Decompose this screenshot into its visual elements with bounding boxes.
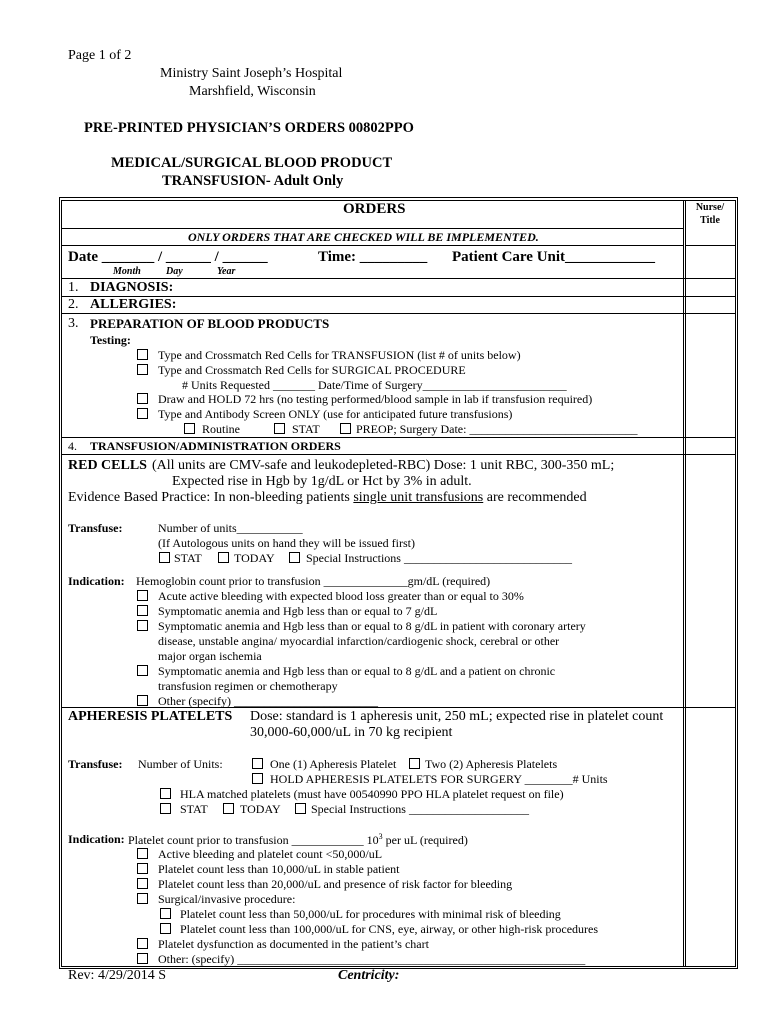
acute-bleeding-text: Acute active bleeding with expected blood loss greater than or equal to 30% <box>158 589 524 603</box>
revision-date: Rev: 4/29/2014 S <box>68 968 167 983</box>
type-crossmatch-transfusion-text: Type and Crossmatch Red Cells for TRANSFUSION (list # of units below) <box>158 348 521 362</box>
red-cells-dose-line-1: (All units are CMV-safe and leukodepleted-RBC) Dose: 1 unit RBC, 300-350 mL; <box>152 458 615 473</box>
symptomatic-anemia-8-cad-text-1: Symptomatic anemia and Hgb less than or equal to 8 g/dL in patient with coronary artery <box>158 619 586 633</box>
testing-label: Testing: <box>90 333 131 347</box>
checkbox-ap-today[interactable] <box>223 803 234 814</box>
checkbox-platelet-20000[interactable] <box>137 878 148 889</box>
centricity-label: Centricity: <box>338 968 400 983</box>
platelet-20000-text: Platelet count less than 20,000/uL and presence of risk factor for bleeding <box>158 877 513 891</box>
diagnosis-number: 1. <box>68 280 79 295</box>
checkbox-rc-special[interactable] <box>289 552 300 563</box>
checkbox-two-apheresis[interactable] <box>409 758 420 769</box>
active-bleeding-platelet-text: Active bleeding and platelet count <50,000/uL <box>158 847 383 861</box>
checkbox-rc-today[interactable] <box>218 552 229 563</box>
year-caption: Year <box>217 266 236 277</box>
apheresis-platelets-heading: APHERESIS PLATELETS <box>68 709 233 724</box>
checkbox-platelet-50000-procedure[interactable] <box>160 908 171 919</box>
checkbox-acute-bleeding[interactable] <box>137 590 148 601</box>
checkbox-platelet-dysfunction[interactable] <box>137 938 148 949</box>
date-field[interactable]: Date _______ / ______ / ______ <box>68 249 268 265</box>
checkbox-platelet-10000[interactable] <box>137 863 148 874</box>
rc-today-label: TODAY <box>234 551 275 565</box>
two-apheresis-label: Two (2) Apheresis Platelets <box>425 757 558 771</box>
hold-apheresis-field[interactable]: HOLD APHERESIS PLATELETS FOR SURGERY ________# Units <box>270 772 608 786</box>
checkbox-draw-hold[interactable] <box>137 393 148 404</box>
ap-indication-label: Indication: <box>68 832 125 846</box>
platelet-dysfunction-text: Platelet dysfunction as documented in the patient’s chart <box>158 937 429 951</box>
platelet-count-prior-field[interactable]: Platelet count prior to transfusion ____________ $10^3$ per uL (required) <box>128 832 468 847</box>
checkbox-hold-apheresis[interactable] <box>252 773 263 784</box>
symptomatic-anemia-8-cad-text-2: disease, unstable angina/ myocardial infarction/cardiogenic shock, cerebral or other <box>158 634 560 648</box>
ap-today-label: TODAY <box>240 802 281 816</box>
red-cells-dose-line-2: Expected rise in Hgb by 1g/dL or Hct by 3% in adult. <box>172 474 472 489</box>
checkbox-stat[interactable] <box>274 423 285 434</box>
transfusion-number: 4. <box>68 439 77 453</box>
rc-stat-label: STAT <box>174 551 202 565</box>
symptomatic-anemia-8-cad-text-3: major organ ischemia <box>158 649 262 663</box>
platelet-50000-procedure-text: Platelet count less than 50,000/uL for procedures with minimal risk of bleeding <box>180 907 561 921</box>
checkbox-active-bleeding-platelet[interactable] <box>137 848 148 859</box>
checkbox-one-apheresis[interactable] <box>252 758 263 769</box>
autologous-note: (If Autologous units on hand they will be issued first) <box>158 536 415 550</box>
hospital-name: Ministry Saint Joseph’s Hospital <box>160 66 343 81</box>
form-subtitle-2: TRANSFUSION- Adult Only <box>162 173 344 189</box>
day-caption: Day <box>166 266 183 277</box>
orders-heading: ORDERS <box>343 201 406 217</box>
checkbox-rc-stat[interactable] <box>159 552 170 563</box>
checkbox-ap-special[interactable] <box>295 803 306 814</box>
rc-special-instructions-field[interactable]: Special Instructions ____________________________ <box>306 551 572 565</box>
ap-number-of-units-label: Number of Units: <box>138 757 223 771</box>
red-cells-heading: RED CELLS <box>68 458 147 473</box>
rc-transfuse-label: Transfuse: <box>68 521 123 535</box>
allergies-number: 2. <box>68 297 79 312</box>
form-title: PRE-PRINTED PHYSICIAN’S ORDERS 00802PPO <box>84 120 414 136</box>
transfusion-orders-heading: TRANSFUSION/ADMINISTRATION ORDERS <box>90 439 341 453</box>
hospital-location: Marshfield, Wisconsin <box>189 84 316 99</box>
apheresis-dose-line-1: Dose: standard is 1 apheresis unit, 250 mL; expected rise in platelet count <box>250 709 664 724</box>
surgical-invasive-text: Surgical/invasive procedure: <box>158 892 296 906</box>
page-number: Page 1 of 2 <box>68 48 132 63</box>
preparation-number: 3. <box>68 316 79 331</box>
ap-stat-label: STAT <box>180 802 208 816</box>
apheresis-dose-line-2: 30,000-60,000/uL in 70 kg recipient <box>250 725 453 740</box>
symptomatic-anemia-7-text: Symptomatic anemia and Hgb less than or equal to 7 g/dL <box>158 604 438 618</box>
checkbox-routine[interactable] <box>184 423 195 434</box>
checkbox-rc-other[interactable] <box>137 695 148 706</box>
checkbox-preop[interactable] <box>340 423 351 434</box>
rc-indication-label: Indication: <box>68 574 125 588</box>
preparation-heading: PREPARATION OF BLOOD PRODUCTS <box>90 316 330 331</box>
rc-other-field[interactable]: Other (specify) ________________________ <box>158 694 378 708</box>
routine-label: Routine <box>202 422 240 436</box>
stat-label: STAT <box>292 422 320 436</box>
platelet-100000-procedure-text: Platelet count less than 100,000/uL for CNS, eye, airway, or other high-risk procedures <box>180 922 599 936</box>
hla-matched-text: HLA matched platelets (must have 00540990 PPO HLA platelet request on file) <box>180 787 564 801</box>
checkbox-symptomatic-anemia-8-chronic[interactable] <box>137 665 148 676</box>
checkbox-symptomatic-anemia-8-cad[interactable] <box>137 620 148 631</box>
time-field[interactable]: Time: _________ <box>318 249 428 265</box>
platelet-other-field[interactable]: Other: (specify) __________________________________________________________ <box>158 952 586 966</box>
one-apheresis-label: One (1) Apheresis Platelet <box>270 757 397 771</box>
platelet-10000-text: Platelet count less than 10,000/uL in stable patient <box>158 862 400 876</box>
checkbox-antibody-screen[interactable] <box>137 408 148 419</box>
checkbox-platelet-100000-procedure[interactable] <box>160 923 171 934</box>
hemoglobin-prior-field[interactable]: Hemoglobin count prior to transfusion ______________gm/dL (required) <box>136 574 491 588</box>
preop-field[interactable]: PREOP; Surgery Date: ____________________________ <box>356 422 638 436</box>
checkbox-type-crossmatch-surgical[interactable] <box>137 364 148 375</box>
ap-special-instructions-field[interactable]: Special Instructions ____________________ <box>311 802 529 816</box>
only-checked-notice: ONLY ORDERS THAT ARE CHECKED WILL BE IMPLEMENTED. <box>188 230 539 244</box>
checkbox-symptomatic-anemia-7[interactable] <box>137 605 148 616</box>
checkbox-hla-matched[interactable] <box>160 788 171 799</box>
draw-hold-text: Draw and HOLD 72 hrs (no testing performed/blood sample in lab if transfusion required) <box>158 392 593 406</box>
nurse-title-heading: Nurse/ Title <box>695 202 725 226</box>
ap-transfuse-label: Transfuse: <box>68 757 123 771</box>
units-requested-field[interactable]: # Units Requested _______ Date/Time of Surgery________________________ <box>182 378 567 392</box>
checkbox-platelet-other[interactable] <box>137 953 148 964</box>
rc-number-of-units-field[interactable]: Number of units___________ <box>158 521 303 535</box>
antibody-screen-text: Type and Antibody Screen ONLY (use for anticipated future transfusions) <box>158 407 513 421</box>
checkbox-surgical-invasive[interactable] <box>137 893 148 904</box>
diagnosis-label[interactable]: DIAGNOSIS: <box>90 280 174 295</box>
symptomatic-anemia-8-chronic-text-1: Symptomatic anemia and Hgb less than or equal to 8 g/dL and a patient on chronic <box>158 664 556 678</box>
month-caption: Month <box>113 266 141 277</box>
type-crossmatch-surgical-text: Type and Crossmatch Red Cells for SURGICAL PROCEDURE <box>158 363 466 377</box>
evidence-based-practice: Evidence Based Practice: In non-bleeding patients single unit transfusions are recommended <box>68 490 587 505</box>
symptomatic-anemia-8-chronic-text-2: transfusion regimen or chemotherapy <box>158 679 338 693</box>
form-subtitle-1: MEDICAL/SURGICAL BLOOD PRODUCT <box>111 155 393 171</box>
allergies-label[interactable]: ALLERGIES: <box>90 297 177 312</box>
patient-care-unit-field[interactable]: Patient Care Unit____________ <box>452 249 656 265</box>
checkbox-type-crossmatch-transfusion[interactable] <box>137 349 148 360</box>
checkbox-ap-stat[interactable] <box>160 803 171 814</box>
